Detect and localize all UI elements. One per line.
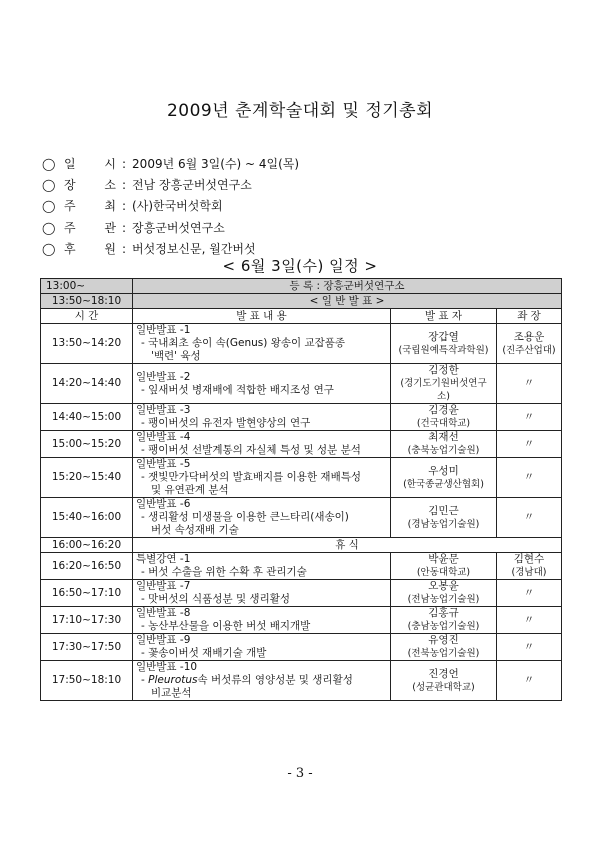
session-topic: - 농산부산물을 이용한 버섯 배지개발 xyxy=(141,620,311,632)
session-time: 17:10~17:30 xyxy=(41,607,133,634)
chair-affiliation: (경남대) xyxy=(511,567,547,578)
presenter-cell xyxy=(391,364,497,404)
chair-name: 〃 xyxy=(523,613,535,626)
chair-name: 〃 xyxy=(523,437,535,450)
info-label: 주 최 xyxy=(64,199,116,214)
circle-bullet-icon: ◯ xyxy=(42,220,56,235)
chair-cell xyxy=(497,431,562,458)
schedule-row xyxy=(41,580,562,607)
schedule-table xyxy=(40,278,562,701)
info-row xyxy=(42,154,299,175)
session-content xyxy=(133,364,391,404)
break-time: 16:00~16:20 xyxy=(41,538,133,553)
session-content xyxy=(133,553,391,580)
page-title: 2009년 춘계학술대회 및 정기총회 xyxy=(166,101,434,121)
info-value: 2009년 6월 3일(수) ~ 4일(목) xyxy=(132,157,300,171)
session-content xyxy=(133,498,391,538)
presenter-affiliation: (안동대학교) xyxy=(416,567,471,578)
break-row xyxy=(41,538,562,553)
session-time: 15:00~15:20 xyxy=(41,431,133,458)
presenter-name: 오봉윤 xyxy=(428,580,459,592)
presenter-name: 최재선 xyxy=(428,431,459,443)
schedule-row xyxy=(41,661,562,701)
chair-name: 〃 xyxy=(523,377,535,389)
session-time: 15:20~15:40 xyxy=(41,458,133,498)
presenter-name: 진경언 xyxy=(428,667,459,680)
presenter-affiliation: (건국대학교) xyxy=(416,418,471,429)
session-heading: 일반발표 -6 xyxy=(136,498,191,510)
event-info xyxy=(42,154,299,260)
schedule-row xyxy=(41,431,562,458)
presenter-affiliation: (경기도기원버섯연구소) xyxy=(400,378,487,402)
session-topic: - 맛버섯의 식품성분 및 생리활성 xyxy=(141,593,290,605)
chair-affiliation: (진주산업대) xyxy=(502,344,556,356)
header-presenter: 발 표 자 xyxy=(391,309,497,324)
presenter-cell xyxy=(391,458,497,498)
schedule-row xyxy=(41,498,562,538)
header-chair: 좌 장 xyxy=(497,309,562,324)
chair-cell xyxy=(497,498,562,538)
session-topic: 비교분석 xyxy=(151,687,192,699)
presenter-name: 유영진 xyxy=(428,634,459,646)
session-topic: 및 유연관계 분석 xyxy=(151,484,229,496)
chair-name: 김현수 xyxy=(513,553,545,565)
header-row xyxy=(41,309,562,324)
presenter-cell xyxy=(391,404,497,431)
circle-bullet-icon: ◯ xyxy=(42,157,56,171)
info-value: 버섯정보신문, 월간버섯 xyxy=(132,241,256,256)
session-heading: 일반발표 -3 xyxy=(136,404,191,416)
registration-row xyxy=(41,279,562,294)
session-topic: - 꽃송이버섯 재배기술 개발 xyxy=(141,647,267,659)
session-topic: - 팽이버섯 선발계통의 자실체 특성 및 성분 분석 xyxy=(141,444,361,456)
chair-name: 〃 xyxy=(523,511,535,523)
info-row xyxy=(42,196,299,217)
session-time: 16:20~16:50 xyxy=(41,553,133,580)
session-topic: - 팽이버섯의 유전자 발현양상의 연구 xyxy=(141,417,311,429)
registration-text: 등 록 : 장흥군버섯연구소 xyxy=(133,279,562,294)
header-time: 시 간 xyxy=(41,309,133,324)
session-topic: - 잎새버섯 병재배에 적합한 배지조성 연구 xyxy=(141,383,334,396)
chair-name: 〃 xyxy=(523,471,535,483)
session-time: 17:30~17:50 xyxy=(41,634,133,661)
chair-cell xyxy=(497,580,562,607)
schedule-row xyxy=(41,553,562,580)
session-content xyxy=(133,458,391,498)
info-label: 후 원 xyxy=(64,241,116,256)
presenter-cell xyxy=(391,498,497,538)
presenter-affiliation: (성균관대학교) xyxy=(412,681,475,693)
presenter-name: 김정한 xyxy=(428,364,459,376)
general-session-text: < 일 반 발 표 > xyxy=(133,294,562,309)
circle-bullet-icon: ◯ xyxy=(42,178,56,193)
presenter-affiliation: (충남농업기술원) xyxy=(407,621,480,632)
schedule-row xyxy=(41,634,562,661)
session-time: 14:40~15:00 xyxy=(41,404,133,431)
session-content xyxy=(133,661,391,701)
info-colon: : xyxy=(122,220,127,235)
info-row xyxy=(42,218,299,239)
info-value: 장흥군버섯연구소 xyxy=(132,220,225,235)
presenter-affiliation: (전남농업기술원) xyxy=(407,594,480,605)
session-topic: - 생리활성 미생물을 이용한 큰느타리(새송이) xyxy=(141,511,349,523)
session-content xyxy=(133,607,391,634)
presenter-name: 김홍규 xyxy=(428,607,459,619)
presenter-affiliation: (경남농업기술원) xyxy=(407,518,480,530)
presenter-name: 박윤문 xyxy=(428,553,459,565)
presenter-name: 김경윤 xyxy=(428,404,459,416)
session-content xyxy=(133,431,391,458)
chair-name: 조용운 xyxy=(513,330,545,343)
session-heading: 일반발표 -5 xyxy=(136,458,191,470)
presenter-cell xyxy=(391,661,497,701)
circle-bullet-icon: ◯ xyxy=(42,241,56,256)
presenter-affiliation: (충북농업기술원) xyxy=(407,445,480,456)
presenter-affiliation: (한국종균생산협회) xyxy=(403,478,484,490)
session-heading: 일반발표 -9 xyxy=(136,634,191,646)
info-colon: : xyxy=(122,241,127,256)
chair-cell xyxy=(497,661,562,701)
page-number: - 3 - xyxy=(287,766,313,781)
chair-name: 〃 xyxy=(523,640,535,653)
presenter-name: 우성미 xyxy=(428,464,459,477)
schedule-row xyxy=(41,458,562,498)
presenter-affiliation: (국립원예특작과학원) xyxy=(398,344,489,356)
session-time: 17:50~18:10 xyxy=(41,661,133,701)
session-content xyxy=(133,634,391,661)
presenter-affiliation: (전북농업기술원) xyxy=(407,648,480,659)
session-topic: - 잿빛만가닥버섯의 발효배지를 이용한 재배특성 xyxy=(141,471,361,483)
break-text: 휴 식 xyxy=(133,538,562,553)
chair-name: 〃 xyxy=(523,586,535,599)
schedule-title: < 6월 3일(수) 일정 > xyxy=(222,257,378,275)
presenter-cell xyxy=(391,607,497,634)
chair-cell xyxy=(497,404,562,431)
session-time: 16:50~17:10 xyxy=(41,580,133,607)
session-time: 13:50~14:20 xyxy=(41,324,133,364)
chair-name: 〃 xyxy=(523,674,535,686)
session-heading: 일반발표 -8 xyxy=(136,607,191,619)
session-heading: 일반발표 -4 xyxy=(136,431,191,443)
chair-cell xyxy=(497,634,562,661)
info-label: 일 시 xyxy=(64,157,116,171)
session-topic: '백련' 육성 xyxy=(151,350,201,362)
info-colon: : xyxy=(122,178,127,193)
session-heading: 일반발표 -1 xyxy=(136,324,191,336)
schedule-row xyxy=(41,607,562,634)
info-value: 전남 장흥군버섯연구소 xyxy=(132,178,252,193)
session-time: 14:20~14:40 xyxy=(41,364,133,404)
presenter-cell xyxy=(391,634,497,661)
session-time: 15:40~16:00 xyxy=(41,498,133,538)
info-row xyxy=(42,175,299,196)
presenter-cell xyxy=(391,324,497,364)
presenter-cell xyxy=(391,553,497,580)
session-heading: 일반발표 -7 xyxy=(136,580,191,592)
session-content xyxy=(133,324,391,364)
registration-time: 13:00~ xyxy=(41,279,133,294)
chair-cell xyxy=(497,607,562,634)
general-session-time: 13:50~18:10 xyxy=(41,294,133,309)
session-content xyxy=(133,404,391,431)
header-content: 발 표 내 용 xyxy=(133,309,391,324)
schedule-row xyxy=(41,404,562,431)
session-heading: 일반발표 -10 xyxy=(136,661,198,673)
session-topic: - 버섯 수출을 위한 수확 후 관리기술 xyxy=(141,566,307,578)
schedule-row xyxy=(41,324,562,364)
info-colon: : xyxy=(122,157,127,171)
session-heading: 특별강연 -1 xyxy=(136,553,191,565)
info-label: 주 관 xyxy=(64,220,116,235)
circle-bullet-icon: ◯ xyxy=(42,199,56,214)
session-topic: - 국내최초 송이 속(Genus) 왕송이 교잡품종 xyxy=(141,337,346,349)
presenter-cell xyxy=(391,580,497,607)
presenter-name: 김민근 xyxy=(428,504,459,517)
chair-cell xyxy=(497,324,562,364)
session-topic: - Pleurotus속 버섯류의 영양성분 및 생리활성 xyxy=(141,674,353,686)
chair-cell xyxy=(497,458,562,498)
schedule-row xyxy=(41,364,562,404)
chair-cell xyxy=(497,364,562,404)
session-heading: 일반발표 -2 xyxy=(136,370,191,383)
info-label: 장 소 xyxy=(64,178,116,193)
session-topic: 버섯 속성재배 기술 xyxy=(151,524,239,536)
info-value: (사)한국버섯학회 xyxy=(132,199,223,214)
session-content xyxy=(133,580,391,607)
info-colon: : xyxy=(122,199,127,214)
chair-name: 〃 xyxy=(523,410,535,423)
presenter-name: 장갑열 xyxy=(428,330,459,343)
presenter-cell xyxy=(391,431,497,458)
chair-cell xyxy=(497,553,562,580)
general-session-row xyxy=(41,294,562,309)
genus-name: Pleurotus xyxy=(148,674,198,686)
